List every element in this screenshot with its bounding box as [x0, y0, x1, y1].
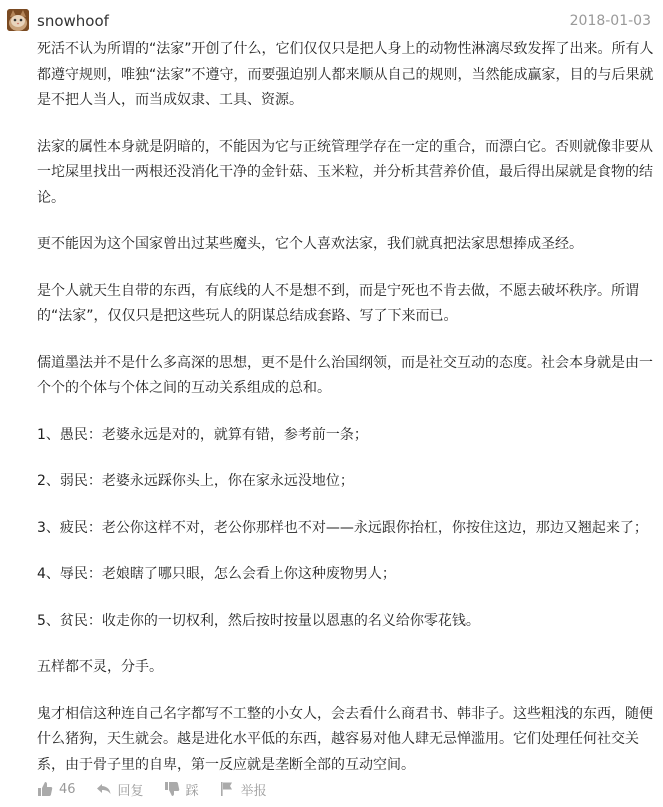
- reply-button[interactable]: [96, 780, 144, 799]
- comment-paragraph: 死活不认为所谓的“法家”开创了什么，它们仅仅只是把人身上的动物性淋漓尽致发挥了出来。所有人都遵守规则，唯独“法家”不遵守，而要强迫别人都来顺从自己的规则，当然能成赢家，目的与后果就是不把人当人，而当成奴隶、工具、资源。: [37, 41, 654, 108]
- comment-paragraph: 5、贫民：收走你的一切权利，然后按时按量以恩惠的名义给你零花钱。: [37, 612, 480, 629]
- like-button[interactable]: [37, 781, 76, 797]
- comment-actions: [37, 776, 287, 802]
- comment-paragraph: 儒道墨法并不是什么多高深的思想，更不是什么治国纲领，而是社交互动的态度。社会本身就是由一个个的个体与个体之间的互动关系组成的总和。: [37, 354, 653, 396]
- cat-avatar-icon: [7, 9, 29, 31]
- report-label: 举报: [240, 783, 267, 799]
- reply-arrow-icon: [96, 781, 112, 797]
- comment-body: [37, 37, 655, 799]
- username[interactable]: snowhoof: [37, 12, 109, 30]
- dislike-label: 踩: [185, 783, 199, 799]
- comment-header: [0, 0, 663, 40]
- comment-paragraph: 五样都不灵，分手。: [37, 659, 163, 675]
- flag-icon: [219, 781, 235, 797]
- thumbs-up-icon: [37, 781, 53, 797]
- thumbs-down-icon: [164, 781, 180, 797]
- comment-paragraph: 法家的属性本身就是阴暗的，不能因为它与正统管理学存在一定的重合，而漂白它。否则就像非要从一坨屎里找出一两根还没消化干净的金针菇、玉米粒，并分析其营养价值，最后得出屎就是食物的结论。: [37, 138, 653, 206]
- comment-paragraph: 是个人就天生自带的东西，有底线的人不是想不到，而是宁死也不肯去做，不愿去破坏秩序。所谓的“法家”，仅仅只是把这些玩人的阴谋总结成套路、写了下来而已。: [37, 282, 639, 324]
- comment-paragraph: 4、辱民：老娘瞎了哪只眼，怎么会看上你这种废物男人；: [37, 566, 396, 582]
- comment-paragraph: 2、弱民：老婆永远踩你头上，你在家永远没地位；: [37, 473, 354, 489]
- comment-paragraph: 1、愚民：老婆永远是对的，就算有错，参考前一条；: [37, 426, 368, 443]
- report-button[interactable]: [219, 780, 267, 799]
- comment-paragraph: 3、疲民：老公你这样不对，老公你那样也不对——永远跟你抬杠，你按住这边，那边又翘起来了；: [37, 519, 648, 536]
- reply-label: 回复: [117, 783, 144, 799]
- avatar[interactable]: [7, 9, 29, 31]
- like-count: 46: [59, 781, 76, 797]
- dislike-button[interactable]: [164, 780, 199, 799]
- comment-paragraph: 鬼才相信这种连自己名字都写不工整的小女人，会去看什么商君书、韩非子。这些粗浅的东西，随便什么猪狗，天生就会。越是进化水平低的东西，越容易对他人肆无忌惮滥用。它们处理任何社交关系，由于骨子里的自卑，第一反应就是垄断全部的互动空间。: [37, 705, 653, 773]
- comment-date: 2018-01-03: [569, 13, 651, 29]
- comment-paragraph: 更不能因为这个国家曾出过某些魔头，它个人喜欢法家，我们就真把法家思想捧成圣经。: [37, 236, 583, 252]
